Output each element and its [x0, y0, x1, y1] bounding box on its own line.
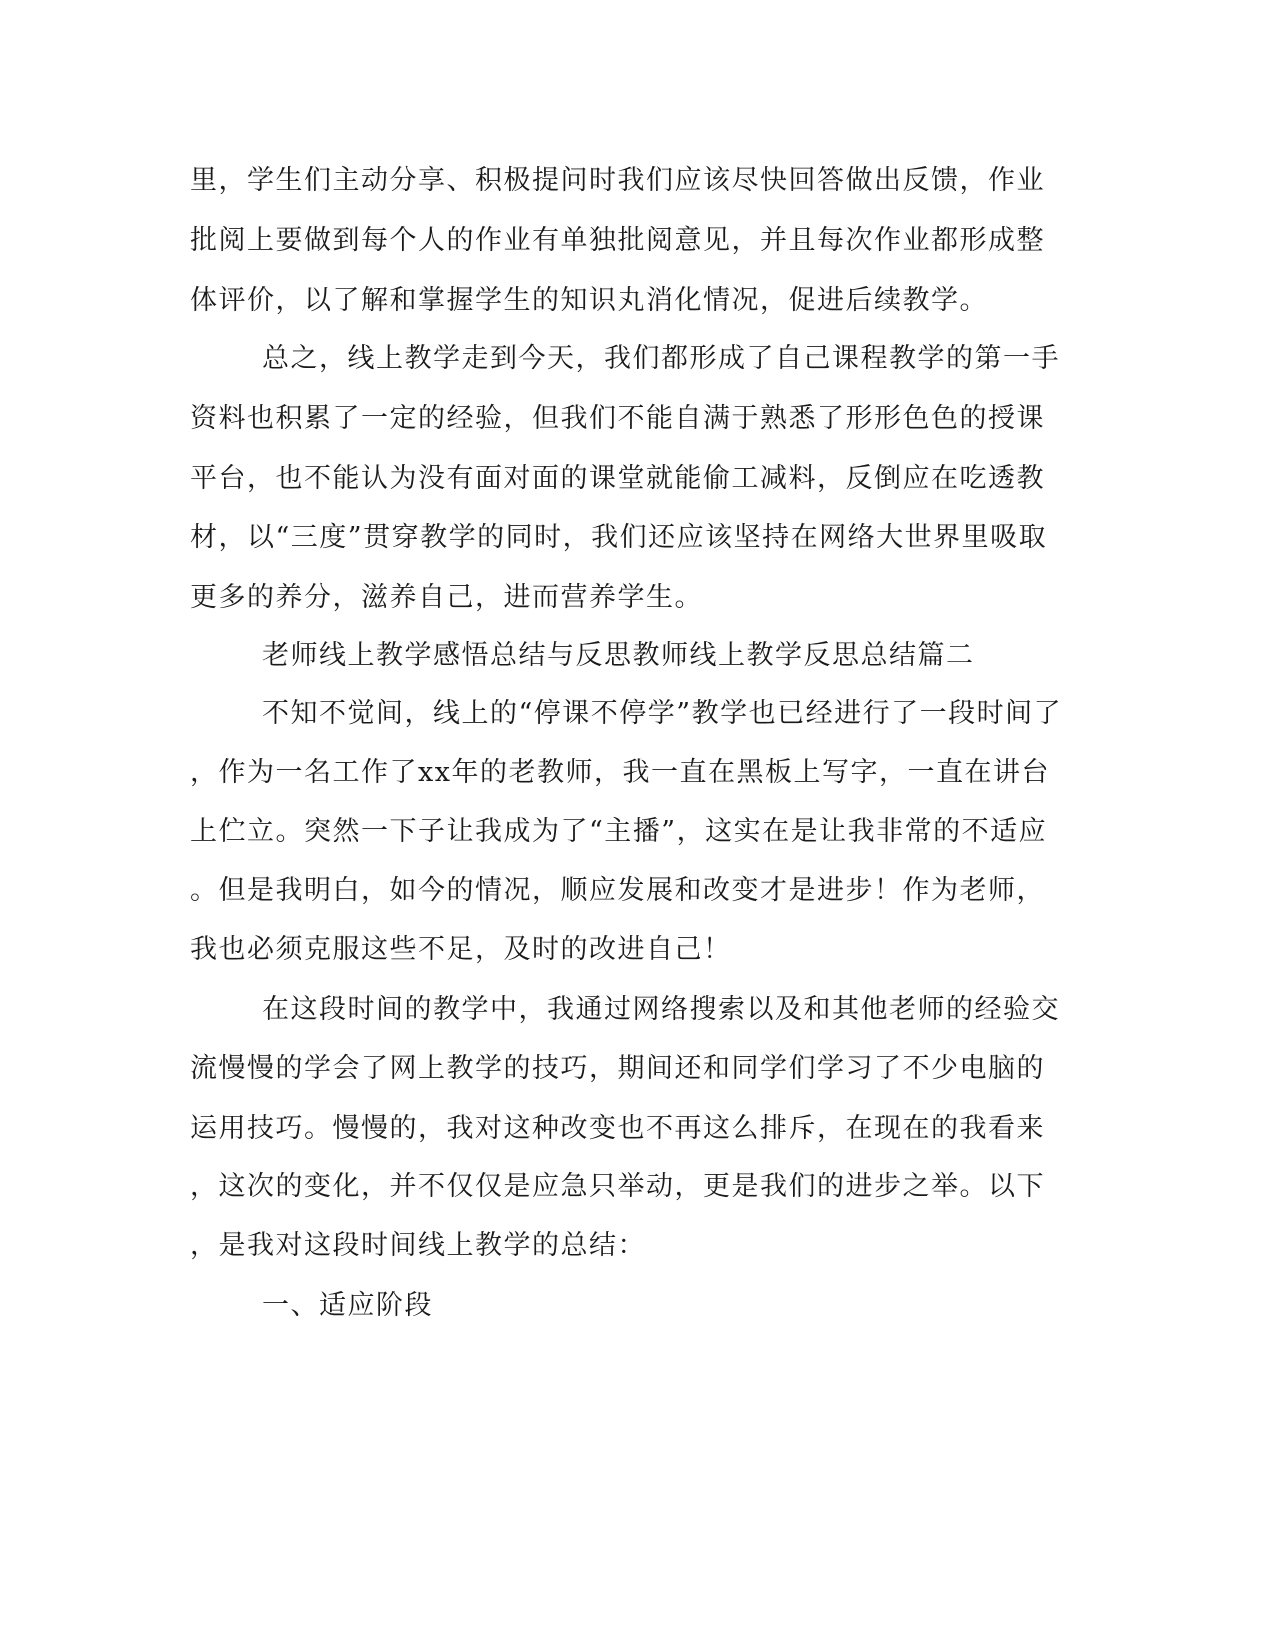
text-line: ，这次的变化，并不仅仅是应急只举动，更是我们的进步之举。以下 [190, 1171, 1045, 1202]
text-line: 平台，也不能认为没有面对面的课堂就能偷工减料，反倒应在吃透教 [190, 463, 1045, 494]
text-line: 在这段时间的教学中，我通过网络搜索以及和其他老师的经验交 [262, 994, 1060, 1025]
text-line: 。但是我明白，如今的情况，顺应发展和改变才是进步！作为老师， [190, 875, 1045, 906]
text-line: 批阅上要做到每个人的作业有单独批阅意见，并且每次作业都形成整 [190, 225, 1045, 256]
text-line: 资料也积累了一定的经验，但我们不能自满于熟悉了形形色色的授课 [190, 403, 1045, 434]
text-line: 里，学生们主动分享、积极提问时我们应该尽快回答做出反馈，作业 [190, 165, 1045, 196]
text-line: 上伫立。突然一下子让我成为了“主播”，这实在是让我非常的不适应 [190, 816, 1048, 847]
text-line: 更多的养分，滋养自己，进而营养学生。 [190, 582, 703, 613]
text-line: 运用技巧。慢慢的，我对这种改变也不再这么排斥，在现在的我看来 [190, 1113, 1045, 1144]
text-line: 总之，线上教学走到今天，我们都形成了自己课程教学的第一手 [262, 343, 1060, 374]
text-line: ，作为一名工作了xx年的老教师，我一直在黑板上写字，一直在讲台 [190, 757, 1050, 788]
text-line: 流慢慢的学会了网上教学的技巧，期间还和同学们学习了不少电脑的 [190, 1053, 1045, 1084]
text-line: 我也必须克服这些不足，及时的改进自己！ [190, 934, 732, 965]
text-line: 不知不觉间，线上的“停课不停学”教学也已经进行了一段时间了 [262, 698, 1063, 729]
text-line: 体评价，以了解和掌握学生的知识丸消化情况，促进后续教学。 [190, 285, 988, 316]
section-heading: 老师线上教学感悟总结与反思教师线上教学反思总结篇二 [262, 640, 975, 671]
section-heading: 一、适应阶段 [262, 1290, 433, 1321]
text-line: ，是我对这段时间线上教学的总结： [190, 1230, 646, 1261]
text-line: 材，以“三度”贯穿教学的同时，我们还应该坚持在网络大世界里吸取 [190, 522, 1048, 553]
